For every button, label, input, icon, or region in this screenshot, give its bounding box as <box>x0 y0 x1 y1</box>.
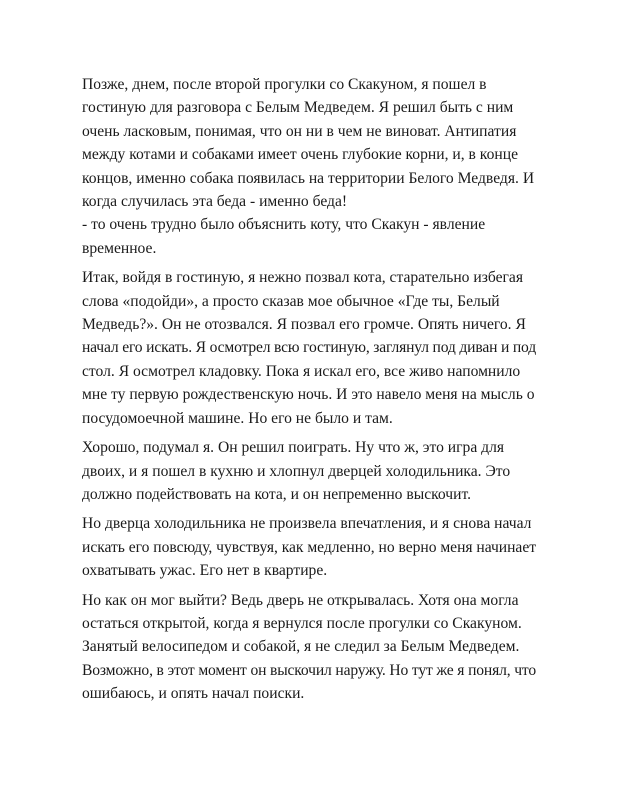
text-line: Возможно, в этот момент он выскочил наружу. Но тут же я понял, что <box>82 661 536 679</box>
text-line: концов, именно собака появилась на территории Белого Медведя. И <box>82 169 535 187</box>
text-line: Медведь?». Он не отозвался. Я позвал его громче. Опять ничего. Я <box>82 316 526 334</box>
paragraph-5 <box>82 512 536 582</box>
paragraph-4 <box>82 436 536 506</box>
text-line: остаться открытой, когда я вернулся после прогулки со Скакуном. <box>82 614 522 632</box>
text-line: Но как он мог выйти? Ведь дверь не открывалась. Хотя она могла <box>82 591 519 609</box>
text-line: двоих, и я пошел в кухню и хлопнул дверцей холодильника. Это <box>82 462 511 480</box>
document-page <box>82 73 536 712</box>
text-line: охватывать ужас. Его нет в квартире. <box>82 562 328 580</box>
text-line: Итак, войдя в гостиную, я нежно позвал кота, старательно избегая <box>82 269 524 287</box>
text-line: посудомоечной машине. Но его не было и там. <box>82 409 393 427</box>
paragraph-6 <box>82 589 536 706</box>
text-line: временное. <box>82 239 157 257</box>
text-line: - то очень трудно было объяснить коту, что Скакун - явление <box>82 216 486 234</box>
text-line: гостиную для разговора с Белым Медведем. Я решил быть с ним <box>82 99 514 117</box>
text-line: Хорошо, подумал я. Он решил поиграть. Ну что ж, это игра для <box>82 439 505 457</box>
text-line: Позже, днем, после второй прогулки со Скакуном, я пошел в <box>82 76 487 93</box>
text-line: Занятый велосипедом и собакой, я не следил за Белым Медведем. <box>82 638 520 656</box>
text-line: стол. Я осмотрел кладовку. Пока я искал его, все живо напомнило <box>82 362 521 380</box>
paragraph-1 <box>82 73 536 213</box>
text-line: искать его повсюду, чувствуя, как медленно, но верно меня начинает <box>82 538 536 556</box>
text-line: начал его искать. Я осмотрел всю гостиную, заглянул под диван и под <box>82 339 536 357</box>
text-line: должно подействовать на кота, и он непременно выскочит. <box>82 485 472 503</box>
text-line: слова «подойди», а просто сказав мое обычное «Где ты, Белый <box>82 292 500 310</box>
text-line: ошибаюсь, и опять начал поиски. <box>82 685 305 703</box>
text-line: Но дверца холодильника не произвела впечатления, и я снова начал <box>82 515 532 533</box>
paragraph-3 <box>82 266 536 430</box>
text-line: когда случилась эта беда - именно беда! <box>82 193 348 211</box>
paragraph-2 <box>82 213 536 260</box>
text-line: мне ту первую рождественскую ночь. И это навело меня на мысль о <box>82 386 535 404</box>
text-line: очень ласковым, понимая, что он ни в чем не виноват. Антипатия <box>82 122 517 140</box>
text-line: между котами и собаками имеет очень глубокие корни, и, в конце <box>82 146 518 164</box>
